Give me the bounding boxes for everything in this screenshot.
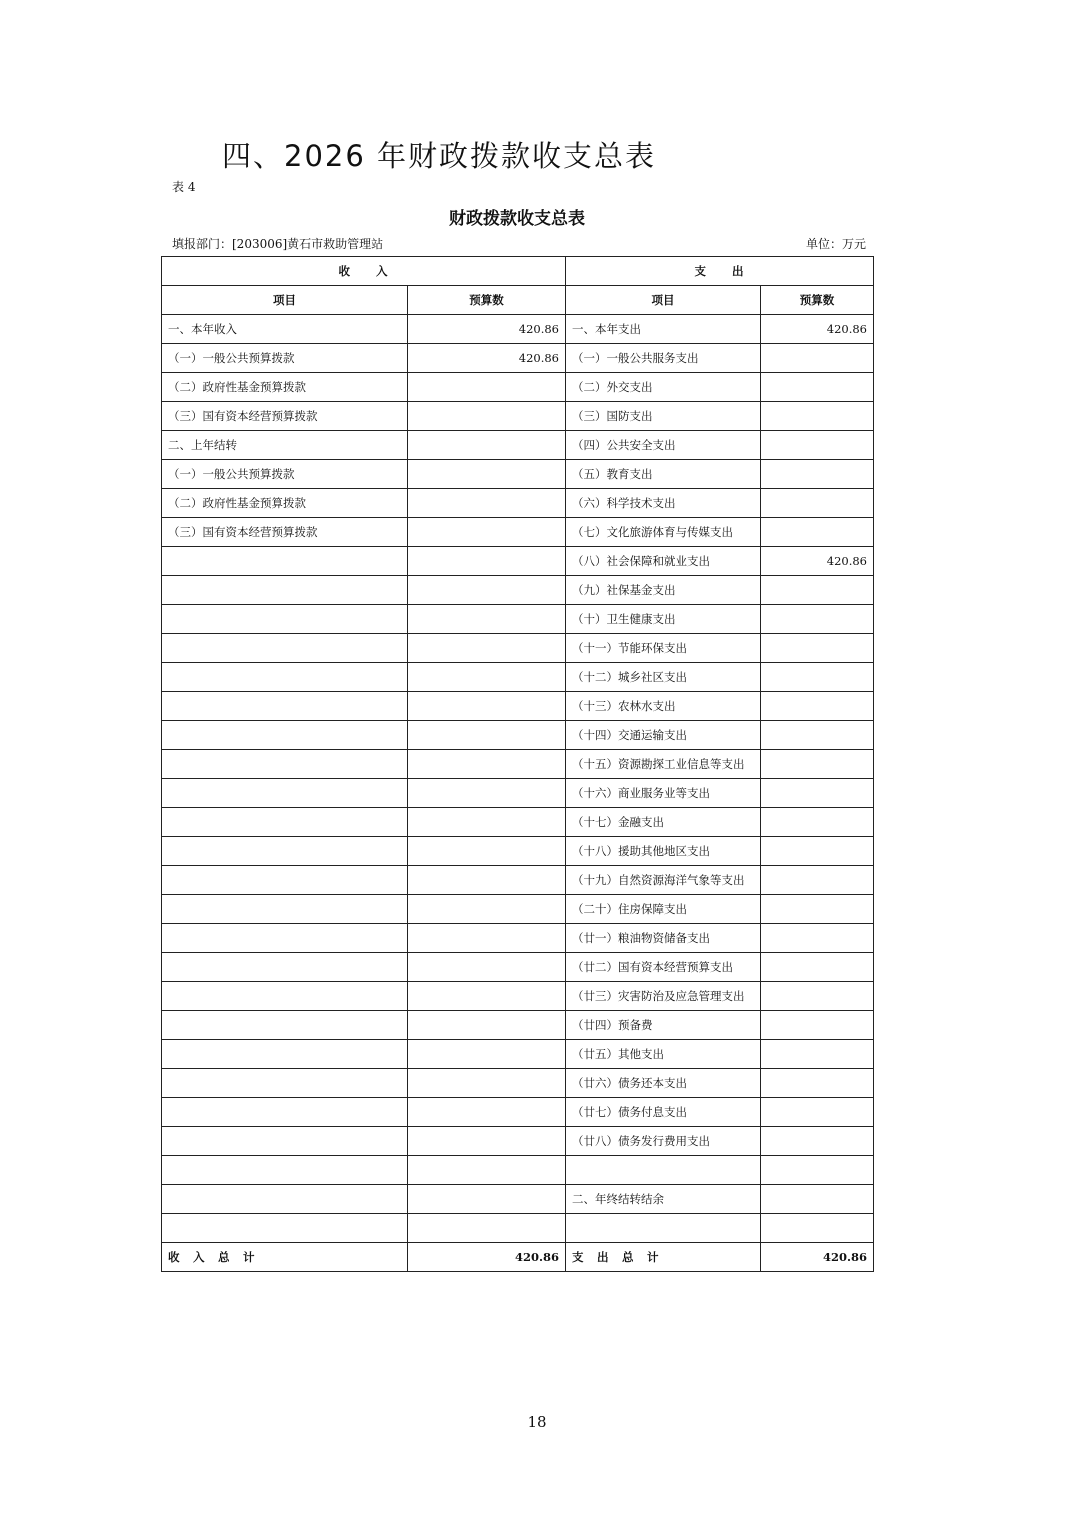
income-total-label: 收 入 总 计 xyxy=(162,1243,408,1272)
expense-item-cell: 二、年终结转结余 xyxy=(566,1185,761,1214)
income-amount-cell xyxy=(408,1011,566,1040)
expense-amount-cell xyxy=(761,489,874,518)
income-item-cell: （三）国有资本经营预算拨款 xyxy=(162,518,408,547)
income-amount-cell xyxy=(408,1156,566,1185)
income-amount-cell xyxy=(408,1214,566,1243)
expense-amount-cell xyxy=(761,750,874,779)
income-amount-cell xyxy=(408,576,566,605)
table-row xyxy=(162,1040,874,1069)
income-amount-cell xyxy=(408,953,566,982)
expense-amount-cell xyxy=(761,1156,874,1185)
unit-label: 单位：万元 xyxy=(806,237,867,251)
income-item-cell: （三）国有资本经营预算拨款 xyxy=(162,402,408,431)
table-row xyxy=(162,547,874,576)
table-row xyxy=(162,837,874,866)
table-row xyxy=(162,489,874,518)
expense-amount-cell xyxy=(761,924,874,953)
expense-item-cell: （十八）援助其他地区支出 xyxy=(566,837,761,866)
income-item-cell xyxy=(162,1069,408,1098)
expense-amount-cell xyxy=(761,1098,874,1127)
expense-item-cell: （十二）城乡社区支出 xyxy=(566,663,761,692)
expense-item-cell: 一、本年支出 xyxy=(566,315,761,344)
income-amount-cell xyxy=(408,1040,566,1069)
income-item-cell: （二）政府性基金预算拨款 xyxy=(162,489,408,518)
income-item-cell xyxy=(162,837,408,866)
income-item-cell xyxy=(162,953,408,982)
reporting-department: 填报部门：[203006]黄石市救助管理站 xyxy=(172,237,384,251)
table-row xyxy=(162,315,874,344)
expense-item-cell: （廿二）国有资本经营预算支出 xyxy=(566,953,761,982)
income-amount-cell xyxy=(408,1185,566,1214)
income-budget-header: 预算数 xyxy=(408,286,566,315)
table-row xyxy=(162,1214,874,1243)
table-row xyxy=(162,692,874,721)
expense-item-cell: （廿一）粮油物资储备支出 xyxy=(566,924,761,953)
income-item-cell xyxy=(162,924,408,953)
table-row xyxy=(162,518,874,547)
income-item-cell: （一）一般公共预算拨款 xyxy=(162,344,408,373)
income-item-cell xyxy=(162,1127,408,1156)
expense-item-cell: （十三）农林水支出 xyxy=(566,692,761,721)
expense-amount-cell xyxy=(761,634,874,663)
income-item-cell xyxy=(162,1040,408,1069)
income-amount-cell xyxy=(408,779,566,808)
expense-amount-cell xyxy=(761,953,874,982)
income-amount-cell xyxy=(408,866,566,895)
expense-amount-cell xyxy=(761,692,874,721)
expense-amount-cell xyxy=(761,373,874,402)
income-amount-cell xyxy=(408,837,566,866)
table-title: 财政拨款收支总表 xyxy=(449,209,585,229)
page-heading: 四、2026 年财政拨款收支总表 xyxy=(222,139,657,173)
expense-item-cell xyxy=(566,1214,761,1243)
expense-amount-cell xyxy=(761,1214,874,1243)
table-row xyxy=(162,634,874,663)
expense-amount-cell xyxy=(761,1127,874,1156)
table-row xyxy=(162,1098,874,1127)
expense-amount-cell xyxy=(761,837,874,866)
budget-table xyxy=(161,256,874,1272)
income-amount-cell xyxy=(408,1127,566,1156)
expense-item-cell: （三）国防支出 xyxy=(566,402,761,431)
table-row xyxy=(162,1185,874,1214)
expense-amount-cell xyxy=(761,1040,874,1069)
table-row xyxy=(162,895,874,924)
expense-item-cell: （十四）交通运输支出 xyxy=(566,721,761,750)
expense-item-cell: （廿八）债务发行费用支出 xyxy=(566,1127,761,1156)
income-amount-cell xyxy=(408,895,566,924)
table-row xyxy=(162,721,874,750)
income-item-cell xyxy=(162,663,408,692)
expense-total-amount: 420.86 xyxy=(761,1243,874,1272)
income-amount-cell xyxy=(408,402,566,431)
expense-amount-cell xyxy=(761,895,874,924)
income-amount-cell xyxy=(408,489,566,518)
income-amount-cell xyxy=(408,721,566,750)
table-row xyxy=(162,576,874,605)
income-item-header: 项目 xyxy=(162,286,408,315)
income-amount-cell xyxy=(408,692,566,721)
table-row xyxy=(162,953,874,982)
expense-item-cell: （廿五）其他支出 xyxy=(566,1040,761,1069)
expense-item-cell: （五）教育支出 xyxy=(566,460,761,489)
income-item-cell: 一、本年收入 xyxy=(162,315,408,344)
page-number: 18 xyxy=(527,1413,547,1431)
table-number: 表 4 xyxy=(172,180,196,194)
table-row xyxy=(162,808,874,837)
expense-amount-cell: 420.86 xyxy=(761,547,874,576)
expense-item-cell: （廿六）债务还本支出 xyxy=(566,1069,761,1098)
column-header-row xyxy=(162,286,874,315)
expense-item-cell: （八）社会保障和就业支出 xyxy=(566,547,761,576)
income-item-cell xyxy=(162,895,408,924)
expense-amount-cell xyxy=(761,866,874,895)
income-amount-cell xyxy=(408,924,566,953)
income-amount-cell xyxy=(408,373,566,402)
expense-item-cell: （十）卫生健康支出 xyxy=(566,605,761,634)
expense-item-cell: （廿三）灾害防治及应急管理支出 xyxy=(566,982,761,1011)
expense-item-cell: （二）外交支出 xyxy=(566,373,761,402)
income-amount-cell xyxy=(408,1069,566,1098)
expense-item-cell: （十七）金融支出 xyxy=(566,808,761,837)
income-item-cell xyxy=(162,721,408,750)
income-amount-cell: 420.86 xyxy=(408,344,566,373)
expense-item-cell: （十九）自然资源海洋气象等支出 xyxy=(566,866,761,895)
table-row xyxy=(162,924,874,953)
expense-amount-cell xyxy=(761,344,874,373)
income-amount-cell xyxy=(408,1098,566,1127)
income-item-cell xyxy=(162,1156,408,1185)
expense-amount-cell xyxy=(761,1069,874,1098)
income-item-cell xyxy=(162,866,408,895)
table-row xyxy=(162,1156,874,1185)
expense-amount-cell xyxy=(761,808,874,837)
section-header-row xyxy=(162,257,874,286)
income-item-cell xyxy=(162,779,408,808)
income-amount-cell xyxy=(408,808,566,837)
income-item-cell: 二、上年结转 xyxy=(162,431,408,460)
expense-amount-cell xyxy=(761,1185,874,1214)
income-item-cell xyxy=(162,576,408,605)
expense-item-cell: （六）科学技术支出 xyxy=(566,489,761,518)
table-row xyxy=(162,750,874,779)
expense-item-cell: （七）文化旅游体育与传媒支出 xyxy=(566,518,761,547)
expense-item-cell: （十一）节能环保支出 xyxy=(566,634,761,663)
income-item-cell xyxy=(162,692,408,721)
table-row xyxy=(162,344,874,373)
income-amount-cell xyxy=(408,634,566,663)
table-row xyxy=(162,402,874,431)
income-item-cell xyxy=(162,634,408,663)
expense-item-cell: （二十）住房保障支出 xyxy=(566,895,761,924)
expense-budget-header: 预算数 xyxy=(761,286,874,315)
table-row xyxy=(162,663,874,692)
expense-item-header: 项目 xyxy=(566,286,761,315)
income-item-cell xyxy=(162,1214,408,1243)
income-amount-cell: 420.86 xyxy=(408,315,566,344)
table-row xyxy=(162,1069,874,1098)
income-item-cell xyxy=(162,1098,408,1127)
table-row xyxy=(162,460,874,489)
expense-amount-cell xyxy=(761,402,874,431)
income-amount-cell xyxy=(408,431,566,460)
table-row xyxy=(162,1011,874,1040)
expense-amount-cell xyxy=(761,431,874,460)
total-row xyxy=(162,1243,874,1272)
expense-amount-cell xyxy=(761,1011,874,1040)
expense-amount-cell xyxy=(761,576,874,605)
income-section-header: 收 入 xyxy=(162,257,566,286)
expense-amount-cell xyxy=(761,779,874,808)
expense-item-cell: （一）一般公共服务支出 xyxy=(566,344,761,373)
expense-amount-cell xyxy=(761,982,874,1011)
table-row xyxy=(162,1127,874,1156)
income-amount-cell xyxy=(408,605,566,634)
table-row xyxy=(162,373,874,402)
income-item-cell xyxy=(162,605,408,634)
income-item-cell xyxy=(162,982,408,1011)
table-row xyxy=(162,866,874,895)
expense-amount-cell xyxy=(761,663,874,692)
expense-amount-cell xyxy=(761,518,874,547)
expense-item-cell: （九）社保基金支出 xyxy=(566,576,761,605)
expense-total-label: 支 出 总 计 xyxy=(566,1243,761,1272)
table-row xyxy=(162,605,874,634)
income-amount-cell xyxy=(408,750,566,779)
income-amount-cell xyxy=(408,547,566,576)
expense-item-cell: （四）公共安全支出 xyxy=(566,431,761,460)
income-item-cell xyxy=(162,547,408,576)
income-item-cell xyxy=(162,1185,408,1214)
expense-amount-cell xyxy=(761,721,874,750)
table-row xyxy=(162,982,874,1011)
income-item-cell: （二）政府性基金预算拨款 xyxy=(162,373,408,402)
income-item-cell xyxy=(162,750,408,779)
expense-amount-cell xyxy=(761,460,874,489)
income-amount-cell xyxy=(408,982,566,1011)
income-amount-cell xyxy=(408,663,566,692)
income-item-cell xyxy=(162,808,408,837)
income-item-cell: （一）一般公共预算拨款 xyxy=(162,460,408,489)
income-amount-cell xyxy=(408,518,566,547)
expense-item-cell: （十五）资源勘探工业信息等支出 xyxy=(566,750,761,779)
expense-amount-cell xyxy=(761,605,874,634)
income-item-cell xyxy=(162,1011,408,1040)
expense-item-cell: （廿七）债务付息支出 xyxy=(566,1098,761,1127)
table-row xyxy=(162,779,874,808)
expense-amount-cell: 420.86 xyxy=(761,315,874,344)
expense-section-header: 支 出 xyxy=(566,257,874,286)
income-total-amount: 420.86 xyxy=(408,1243,566,1272)
table-row xyxy=(162,431,874,460)
expense-item-cell xyxy=(566,1156,761,1185)
expense-item-cell: （廿四）预备费 xyxy=(566,1011,761,1040)
expense-item-cell: （十六）商业服务业等支出 xyxy=(566,779,761,808)
income-amount-cell xyxy=(408,460,566,489)
